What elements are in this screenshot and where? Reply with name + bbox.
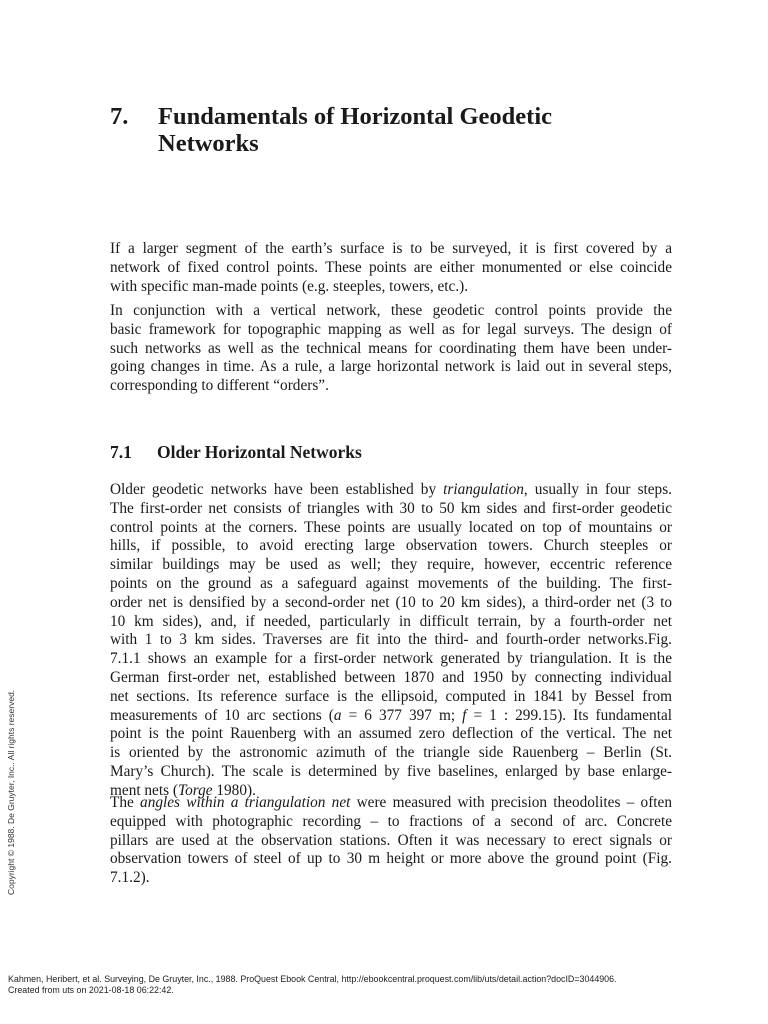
text-line: points on the ground as a safeguard against movements of the building. The first- bbox=[110, 574, 672, 592]
citation-author: Torge bbox=[177, 781, 213, 799]
text-line: 7.1.1 shows an example for a first-order network generated by triangulation. It is the bbox=[110, 650, 672, 668]
chapter-title bbox=[158, 103, 710, 157]
text-line: Mary’s Church). The scale is determined by five baselines, enlarged by base enlarge- bbox=[110, 762, 672, 780]
page-footer bbox=[8, 974, 763, 995]
text-line: with specific man-made points (e.g. steeples, towers, etc.). bbox=[110, 277, 469, 295]
text-line: In conjunction with a vertical network, these geodetic control points provide the bbox=[110, 302, 672, 319]
text-line: pillars are used at the observation stations. Often it was necessary to erect signals or bbox=[110, 831, 672, 849]
section-heading bbox=[110, 441, 672, 463]
text-line: The first-order net consists of triangles with 30 to 50 km sides and first-order geodetic bbox=[110, 499, 672, 517]
intro-paragraph-1 bbox=[110, 240, 672, 296]
section-number: 7.1 bbox=[110, 442, 132, 462]
text-span: The bbox=[110, 794, 141, 811]
text-line bbox=[110, 707, 672, 726]
chapter-title-line-1: Fundamentals of Horizontal Geodetic bbox=[158, 103, 553, 130]
text-span: , usually in four steps. bbox=[523, 481, 672, 498]
text-line bbox=[110, 481, 672, 500]
text-line: German first-order net, established between 1870 and 1950 by connecting individual bbox=[110, 668, 672, 686]
text-span: were measured with precision theodolites – often bbox=[350, 794, 672, 811]
section-paragraph-2 bbox=[110, 794, 672, 888]
intro-paragraph-2 bbox=[110, 302, 672, 396]
text-line: equipped with photographic recording – to fractions of a second of arc. Concrete bbox=[110, 812, 672, 830]
text-span: = 1 : 299.15). Its fundamental bbox=[466, 706, 672, 724]
text-line: 10 km sides), and, if needed, particularly in difficult terrain, by a fourth-order net bbox=[110, 612, 672, 630]
section-title: Older Horizontal Networks bbox=[157, 442, 362, 462]
text-span: = 6 377 397 m; bbox=[341, 706, 463, 724]
side-copyright-notice bbox=[4, 690, 20, 900]
text-span: measurements of 10 arc sections ( bbox=[110, 706, 334, 724]
text-line: corresponding to different “orders”. bbox=[110, 377, 329, 395]
text-line: network of fixed control points. These points are either monumented or else coincide bbox=[110, 258, 672, 276]
text-line bbox=[110, 794, 672, 813]
text-line: If a larger segment of the earth’s surface is to be surveyed, it is first covered by a bbox=[110, 240, 672, 257]
text-span: Older geodetic networks have been established by bbox=[110, 481, 444, 498]
section-paragraph-1 bbox=[110, 481, 672, 801]
emphasis-angles: angles within a triangulation net bbox=[140, 794, 351, 811]
symbol-a: a bbox=[333, 706, 342, 724]
text-line: 7.1.2). bbox=[110, 869, 150, 887]
text-line: hills, if possible, to avoid erecting large observation towers. Church steeples or bbox=[110, 537, 672, 555]
copyright-text: Copyright © 1988. De Gruyter, Inc.. All rights reserved. bbox=[6, 689, 16, 895]
chapter-number: 7. bbox=[110, 103, 129, 130]
text-line: point is the point Rauenberg with an assumed zero deflection of the vertical. The net bbox=[110, 725, 672, 743]
text-line: observation towers of steel of up to 30 m height or more above the ground point (Fig. bbox=[110, 850, 672, 868]
text-line: with 1 to 3 km sides. Traverses are fit into the third- and fourth-order networks.Fig. bbox=[110, 631, 672, 649]
footer-citation: Kahmen, Heribert, et al. Surveying, De Gruyter, Inc., 1988. ProQuest Ebook Central, http://ebookcentral.proquest.com/lib/uts/detail.action?docID=3044906. bbox=[8, 974, 617, 984]
footer-created: Created from uts on 2021-08-18 06:22:42. bbox=[8, 984, 174, 995]
symbol-f: f bbox=[462, 706, 467, 724]
text-span: 1980). bbox=[212, 781, 256, 799]
text-line: going changes in time. As a rule, a large horizontal network is laid out in several steps, bbox=[110, 358, 672, 376]
chapter-title-line-2: Networks bbox=[158, 130, 259, 157]
emphasis-triangulation: triangulation bbox=[443, 481, 524, 498]
text-span: ment nets ( bbox=[110, 781, 178, 799]
text-line: control points at the corners. These points are usually located on top of mountains or bbox=[110, 518, 672, 536]
chapter-heading bbox=[110, 103, 710, 157]
text-line: basic framework for topographic mapping as well as for legal surveys. The design of bbox=[110, 320, 672, 338]
text-line: net sections. Its reference surface is the ellipsoid, computed in 1841 by Bessel from bbox=[110, 687, 672, 705]
text-line: order net is densified by a second-order net (10 to 20 km sides), a third-order net (3 to bbox=[110, 593, 672, 611]
text-line: such networks as well as the technical means for coordinating them have been under- bbox=[110, 339, 672, 357]
text-line: similar buildings may be used as well; they require, however, eccentric reference bbox=[110, 556, 672, 574]
text-line: is oriented by the astronomic azimuth of the triangle side Rauenberg – Berlin (St. bbox=[110, 744, 672, 762]
